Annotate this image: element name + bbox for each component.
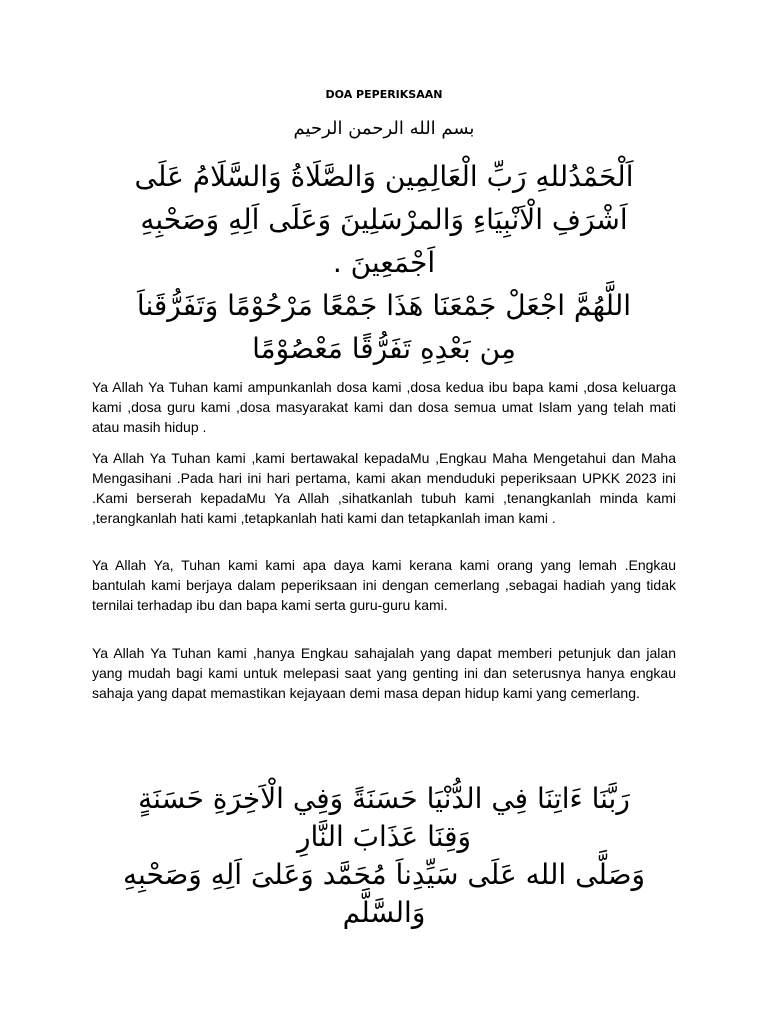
arabic-prayer-line: اللَّهُمَّ اجْعَلْ جَمْعَنَا هَذَا جَمْعًا مَرْحُوْمًا وَتَفَرُّقَناَ bbox=[136, 289, 632, 322]
arabic-opening-line: اَلْحَمْدُللهِ رَبِّ الْعَالِمِين وَالصَّلَاةُ وَالسَّلَامُ عَلَى bbox=[134, 160, 634, 193]
arabic-opening-block bbox=[92, 155, 676, 284]
arabic-prayer-line: مِن بَعْدِهِ تَفَرُّقًا مَعْصُوْمًا bbox=[252, 332, 516, 365]
arabic-closing-line: وَقِنَا عَذَابَ النَّارِ bbox=[296, 820, 472, 853]
arabic-prayer-block bbox=[92, 284, 676, 370]
arabic-opening-line: اَشْرَفِ الْاَنْبِيَاءِ وَالمرْسَلِينَ وَعَلَى اَلِهِ وَصَحْبِهِ bbox=[140, 203, 628, 236]
bismillah-line: بسم الله الرحمن الرحيم bbox=[293, 118, 475, 139]
prayer-paragraph: Ya Allah Ya Tuhan kami ampunkanlah dosa kami ,dosa kedua ibu bapa kami ,dosa keluarga kami ,dosa guru kami ,dosa masyarakat kami dan dosa semua umat Islam yang telah mati atau masih hidup . bbox=[92, 379, 676, 435]
arabic-opening-line: اَجْمَعِينَ . bbox=[332, 246, 436, 279]
arabic-closing-line: رَبَّنَا ءَاتِنَا فِي الدُّنْيَا حَسَنَةً وَفِي الْاَخِرَةِ حَسَنَةٍ bbox=[138, 782, 630, 815]
prayer-paragraph: Ya Allah Ya, Tuhan kami kami apa daya kami kerana kami orang yang lemah .Engkau bantulah kami berjaya dalam peperiksaan ini dengan cemerlang ,sebagai hadiah yang tidak ternilai terhadap ibu dan bapa kami serta guru-guru kami. bbox=[92, 557, 676, 613]
arabic-closing-line: وَصَلَّى الله عَلَى سَيِّدِناَ مُحَمَّد وَعَلىَ اَلِهِ وَصَحْبِهِ bbox=[123, 858, 645, 891]
arabic-closing-line: وَالسَّلَّم bbox=[342, 896, 426, 929]
document-title: DOA PEPERIKSAAN bbox=[325, 88, 443, 101]
arabic-closing-block bbox=[92, 780, 676, 932]
prayer-paragraph: Ya Allah Ya Tuhan kami ,kami bertawakal kepadaMu ,Engkau Maha Mengetahui dan Maha Mengasihani .Pada hari ini hari pertama, kami akan menduduki peperiksaan UPKK 2023 ini .Kami berserah kepadaMu Ya Allah ,sihatkanlah tubuh kami ,tenangkanlah minda kami ,terangkanlah hati kami ,tetapkanlah hati kami dan tetapkanlah iman kami . bbox=[92, 450, 676, 526]
prayer-paragraph: Ya Allah Ya Tuhan kami ,hanya Engkau sahajalah yang dapat memberi petunjuk dan jalan yang mudah bagi kami untuk melepasi saat yang genting ini dan seterusnya hanya engkau sahaja yang dapat memastikan kejayaan demi masa depan hidup kami yang cemerlang. bbox=[92, 645, 676, 701]
